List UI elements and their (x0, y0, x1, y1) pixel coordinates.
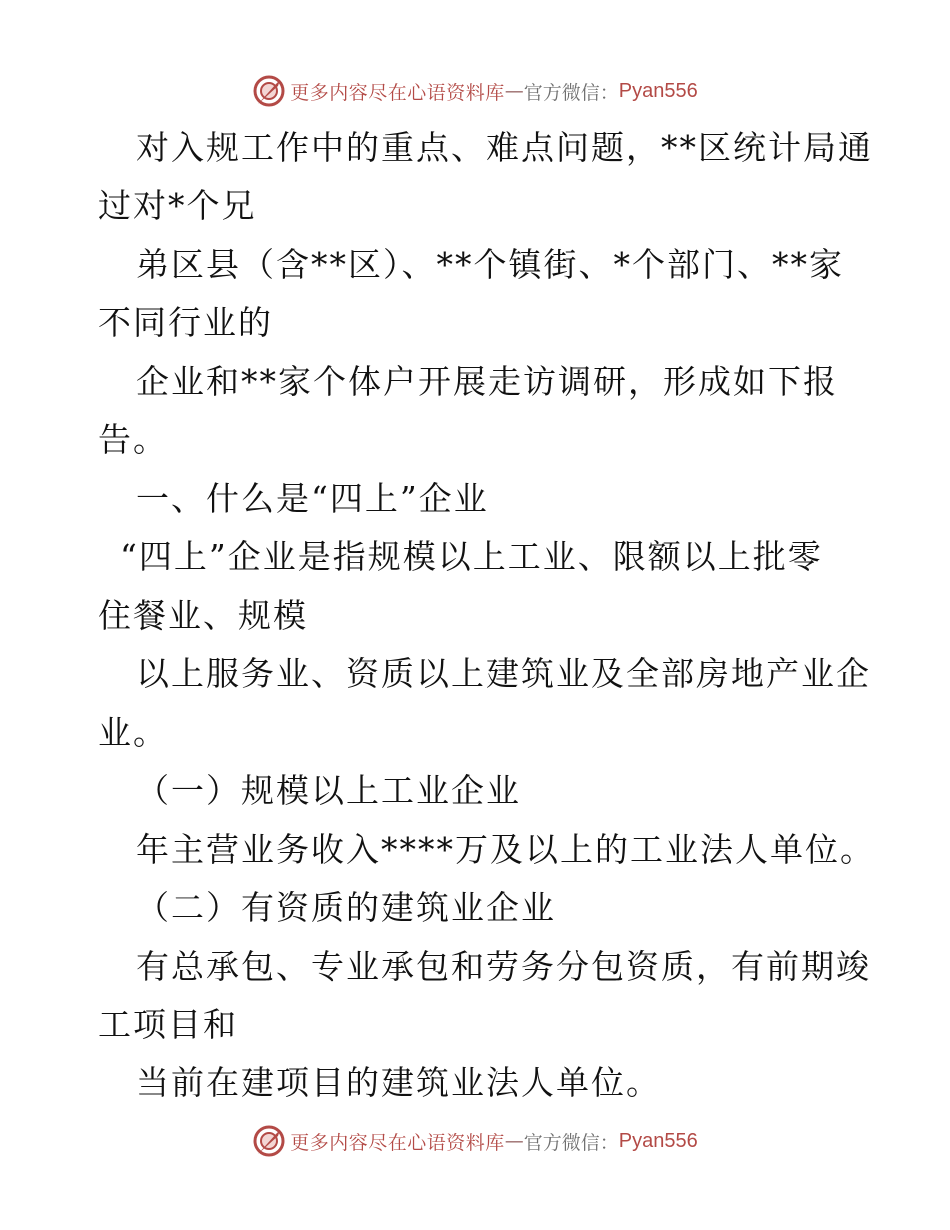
footer-banner (0, 1121, 950, 1161)
banner-wechat-id: Pyan556 (618, 79, 698, 102)
body-line: 企业和**家个体户开展走访调研，形成如下报 (136, 362, 838, 401)
banner-wechat-id: Pyan556 (618, 1129, 698, 1152)
pen-logo-icon (252, 1124, 286, 1158)
subsection-heading: （二）有资质的建筑业企业 (136, 888, 556, 927)
banner-brand-text: 更多内容尽在心语资料库 (290, 1131, 505, 1154)
body-line: 以上服务业、资质以上建筑业及全部房地产业企 (136, 654, 871, 693)
body-line: 有总承包、专业承包和劳务分包资质，有前期竣 (136, 947, 871, 986)
header-banner (0, 71, 950, 111)
pen-logo-icon (252, 74, 286, 108)
banner-separator: — (504, 80, 524, 102)
body-line: 当前在建项目的建筑业法人单位。 (136, 1063, 661, 1102)
banner-separator: — (504, 1130, 524, 1152)
banner-wechat-label: 官方微信： (523, 81, 619, 104)
body-line: 告。 (98, 420, 168, 459)
body-line: “四上”企业是指规模以上工业、限额以上批零 (120, 537, 823, 576)
subsection-heading: （一）规模以上工业企业 (136, 771, 521, 810)
body-line: 业。 (98, 713, 168, 752)
body-line: 不同行业的 (98, 303, 273, 342)
body-line: 弟区县（含**区）、**个镇街、*个部门、**家 (136, 245, 844, 284)
body-line: 年主营业务收入****万及以上的工业法人单位。 (136, 830, 875, 869)
banner-brand-text: 更多内容尽在心语资料库 (290, 81, 505, 104)
body-line: 对入规工作中的重点、难点问题，**区统计局通 (136, 128, 873, 167)
section-heading: 一、什么是“四上”企业 (136, 479, 489, 518)
body-line: 工项目和 (98, 1005, 238, 1044)
banner-wechat-label: 官方微信： (523, 1131, 619, 1154)
body-line: 住餐业、规模 (98, 596, 308, 635)
body-line: 过对*个兄 (98, 186, 257, 225)
